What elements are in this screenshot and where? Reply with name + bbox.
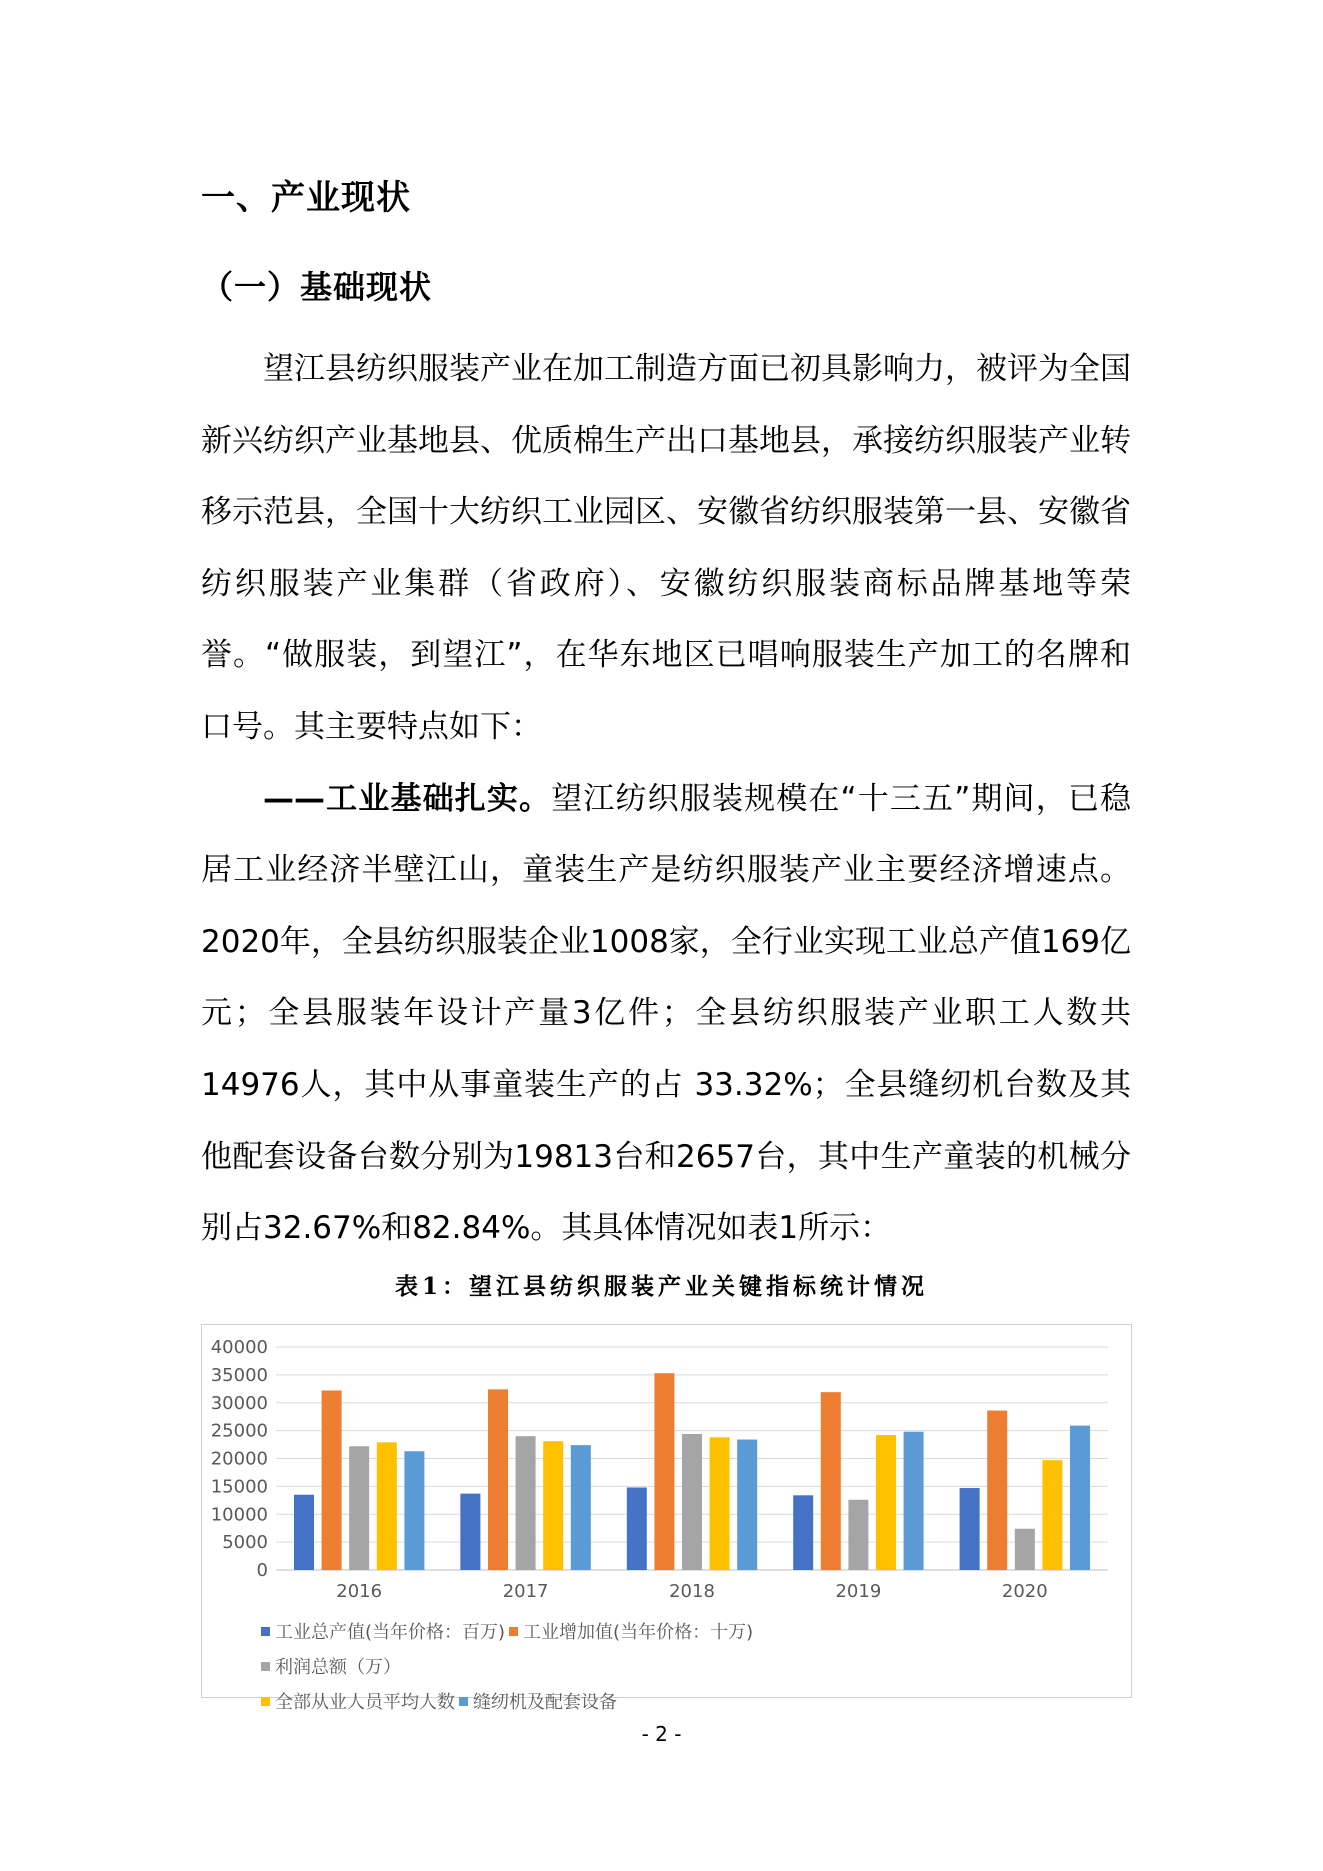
paragraph-lead: ——工业基础扎实。 — [263, 780, 552, 817]
section-heading: 一、产业现状 — [201, 178, 411, 218]
legend-swatch — [509, 1627, 518, 1636]
legend-swatch — [261, 1697, 270, 1706]
x-tick-label: 2017 — [502, 1581, 549, 1602]
bar — [987, 1411, 1007, 1570]
bar — [349, 1446, 369, 1570]
legend-label: 利润总额（万） — [275, 1657, 401, 1678]
legend-item — [261, 1615, 505, 1650]
bar — [793, 1495, 813, 1570]
bar — [1042, 1460, 1062, 1570]
y-tick-label: 30000 — [210, 1392, 268, 1414]
y-tick-label: 40000 — [210, 1337, 268, 1358]
legend-item — [261, 1685, 455, 1720]
legend-label: 工业总产值(当年价格：百万) — [275, 1622, 506, 1643]
y-tick-label: 20000 — [210, 1448, 268, 1470]
bar — [1015, 1529, 1035, 1570]
bar — [571, 1445, 591, 1570]
bar — [516, 1436, 536, 1570]
legend-swatch — [459, 1697, 468, 1706]
bar — [460, 1494, 480, 1570]
bar — [294, 1495, 314, 1570]
bar — [543, 1441, 563, 1570]
y-tick-label: 25000 — [210, 1420, 268, 1442]
bar — [404, 1451, 424, 1570]
legend-swatch — [261, 1662, 270, 1671]
bar — [627, 1487, 647, 1570]
y-tick-label: 0 — [256, 1560, 268, 1581]
paragraph-industry-base — [201, 764, 1131, 1265]
bar — [848, 1500, 868, 1570]
chart-legend — [261, 1615, 901, 1720]
legend-label: 缝纫机及配套设备 — [473, 1692, 617, 1713]
y-tick-label: 5000 — [222, 1532, 268, 1554]
bar — [488, 1389, 508, 1570]
x-tick-label: 2016 — [336, 1581, 383, 1602]
legend-item — [509, 1615, 753, 1650]
bar — [710, 1437, 730, 1570]
bar — [960, 1488, 980, 1570]
bar — [377, 1442, 397, 1570]
bar — [654, 1373, 674, 1570]
table-caption: 表1：望江县纺织服装产业关键指标统计情况 — [394, 1273, 928, 1300]
legend-label: 全部从业人员平均人数 — [275, 1692, 455, 1713]
legend-item — [459, 1685, 617, 1720]
x-tick-label: 2018 — [669, 1581, 715, 1602]
legend-label: 工业增加值(当年价格：十万) — [523, 1622, 754, 1643]
y-tick-label: 10000 — [210, 1504, 268, 1526]
x-tick-label: 2020 — [1001, 1581, 1048, 1602]
paragraph-text: 望江纺织服装规模在“十三五”期间，已稳居工业经济半壁江山，童装生产是纺织服装产业主要经济增速点。2020年，全县纺织服装企业1008家，全行业实现工业总产值169亿元；全县服装年设计产量3亿件；全县纺织服装产业职工人数共14976人，其中从事童装生产的占 33.32%；全县缝纫机台数及其他配套设备台数分别为19813台和2657台，其中生产童装的机械分别占32.67%和82.84%。其具体情况如表1所示： — [201, 780, 1132, 1247]
bar — [682, 1434, 702, 1570]
legend-swatch — [261, 1627, 270, 1636]
bar — [737, 1440, 757, 1570]
y-tick-label: 15000 — [210, 1476, 268, 1498]
x-tick-label: 2019 — [835, 1581, 882, 1602]
bar — [1070, 1426, 1090, 1570]
y-tick-label: 35000 — [210, 1364, 268, 1386]
bar — [322, 1390, 342, 1570]
legend-item — [261, 1650, 401, 1685]
bar — [904, 1432, 924, 1570]
chart-svg — [202, 1325, 1131, 1615]
subsection-heading: （一）基础现状 — [201, 268, 433, 306]
bar — [821, 1392, 841, 1570]
bar — [876, 1435, 896, 1570]
page-number: - 2 - — [641, 1722, 682, 1746]
paragraph-intro: 望江县纺织服装产业在加工制造方面已初具影响力，被评为全国新兴纺织产业基地县、优质棉生产出口基地县，承接纺织服装产业转移示范县，全国十大纺织工业园区、安徽省纺织服装第一县、安徽省纺织服装产业集群（省政府）、安徽纺织服装商标品牌基地等荣誉。“做服装，到望江”，在华东地区已唱响服装生产加工的名牌和口号。其主要特点如下： — [201, 351, 1131, 745]
body-text — [201, 334, 1131, 1265]
bar-chart — [201, 1324, 1132, 1713]
